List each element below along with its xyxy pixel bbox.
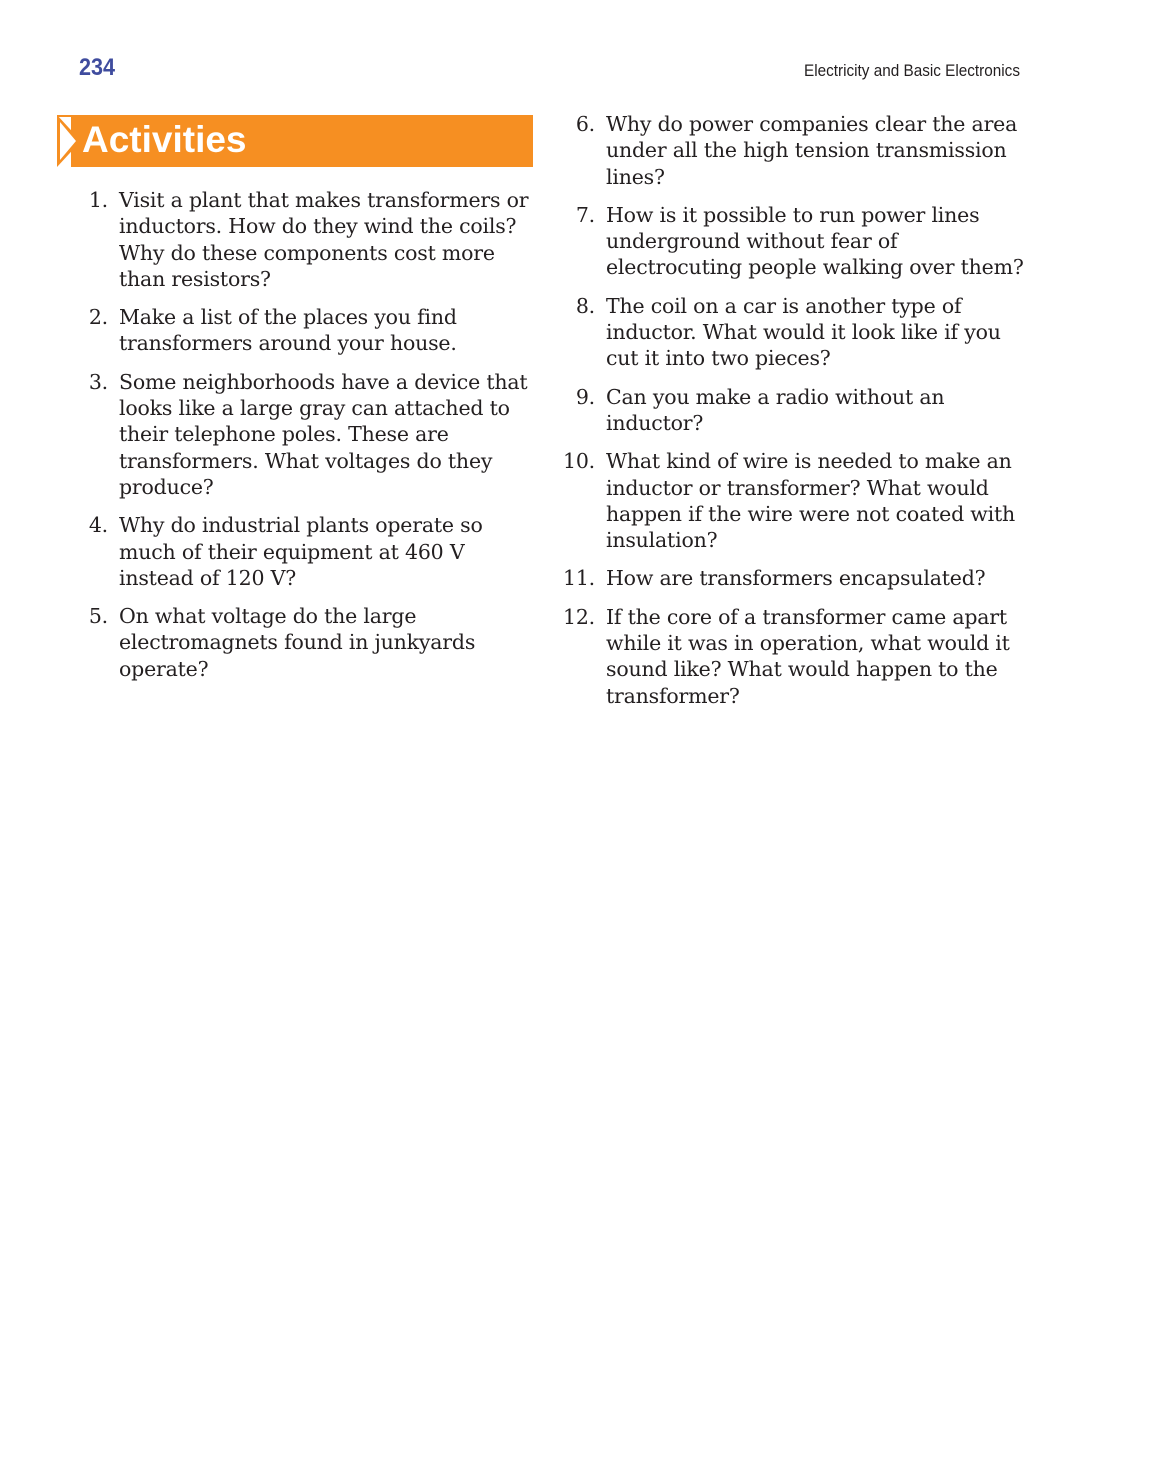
item-text: Why do power companies clear the area under all the high tension transmission lines? xyxy=(606,112,1018,189)
item-text: Visit a plant that makes transformers or inductors. How do they wind the coils? Why do these components cost more than resistors? xyxy=(119,188,529,291)
item-text: Make a list of the places you find transformers around your house. xyxy=(119,305,457,356)
item-text: Can you make a radio without an inductor? xyxy=(606,384,945,435)
item-number: 1. xyxy=(88,188,108,212)
item-number: 12. xyxy=(562,604,595,629)
item-text: If the core of a transformer came apart while it was in operation, what would it sound like? What would happen to the transformer? xyxy=(606,604,1010,708)
item-text: How are transformers encapsulated? xyxy=(606,566,986,591)
list-item xyxy=(560,293,1030,372)
item-number: 6. xyxy=(575,112,595,136)
item-number: 7. xyxy=(575,202,595,227)
item-number: 5. xyxy=(88,604,108,629)
list-item xyxy=(80,369,540,500)
item-number: 4. xyxy=(88,513,108,538)
item-number: 3. xyxy=(88,369,108,394)
list-item xyxy=(560,202,1030,281)
section-banner xyxy=(57,115,533,167)
item-text: Some neighborhoods have a device that looks like a large gray can attached to their telephone poles. These are transformers. What voltages do they produce? xyxy=(119,369,528,499)
item-text: How is it possible to run power lines underground without fear of electrocuting people walking over them? xyxy=(606,202,1024,280)
item-number: 9. xyxy=(575,384,595,409)
item-text: What kind of wire is needed to make an inductor or transformer? What would happen if the wire were not coated with insulation? xyxy=(606,449,1016,553)
list-item xyxy=(560,384,1030,437)
item-number: 11. xyxy=(562,566,595,591)
item-number: 2. xyxy=(88,305,108,330)
list-item xyxy=(80,603,540,682)
item-number: 10. xyxy=(562,449,595,474)
item-text: Why do industrial plants operate so much of their equipment at 460 V instead of 120 V? xyxy=(119,513,483,590)
list-item xyxy=(560,111,1030,190)
item-number: 8. xyxy=(575,293,595,318)
running-head: Electricity and Basic Electronics xyxy=(804,61,1020,80)
list-item xyxy=(80,187,540,292)
list-item xyxy=(560,604,1030,709)
page-number: 234 xyxy=(79,54,116,81)
activities-list-left xyxy=(80,187,540,694)
list-item xyxy=(80,304,540,357)
section-title: Activities xyxy=(82,119,247,160)
list-item xyxy=(80,512,540,591)
activities-list-right xyxy=(560,111,1030,721)
item-text: On what voltage do the large electromagnets found in junkyards operate? xyxy=(119,604,476,681)
item-text: The coil on a car is another type of inductor. What would it look like if you cut it into two pieces? xyxy=(606,293,1001,371)
list-item xyxy=(560,448,1030,553)
list-item xyxy=(560,565,1030,591)
